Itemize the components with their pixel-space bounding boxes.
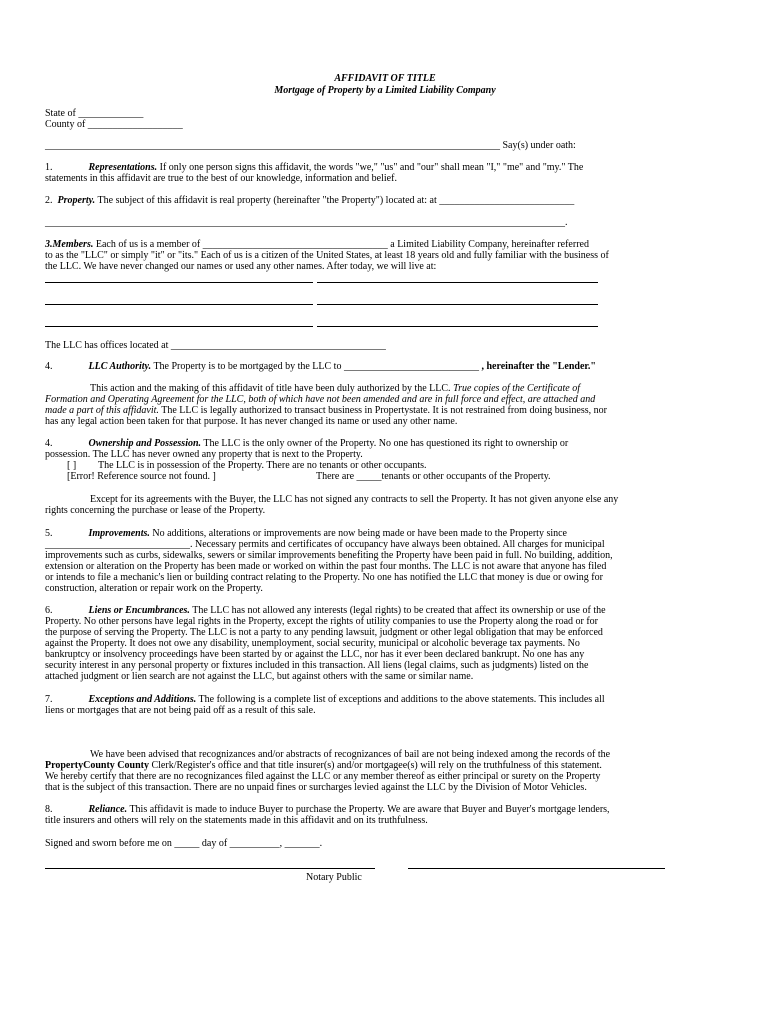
address-blank-line	[317, 282, 598, 283]
section-heading: Improvements.	[88, 528, 150, 539]
document-subtitle: Mortgage of Property by a Limited Liability Company	[274, 85, 496, 96]
recognizance-line-4: that is the subject of this transaction. There are no unpaid fines or surcharges levied against the LLC by the Division of Motor Vehicles.	[45, 782, 587, 793]
section-4b-p2-line-2: rights concerning the purchase or lease of the Property.	[45, 505, 266, 516]
section-number: 8.	[45, 804, 53, 815]
address-blank-line	[45, 282, 313, 283]
section-number: 7.	[45, 694, 53, 705]
affiant-signature-line	[408, 868, 665, 869]
section-heading: Property.	[57, 195, 96, 206]
section-5-line-2: _____________________________. Necessary permits and certificates of occupancy have always been obtained. All charges for municipal	[45, 539, 605, 550]
llc-offices-line: The LLC has offices located at ___________________________________________	[45, 340, 386, 351]
section-text: Each of us is a member of _____________________________________ a Limited Liability Company, hereinafter referred	[95, 239, 589, 250]
section-number: 5.	[45, 528, 53, 539]
county-name: PropertyCounty County	[45, 760, 149, 771]
section-number: 1.	[45, 162, 53, 173]
section-number: 2.	[45, 195, 53, 206]
section-8-line-2: title insurers and others will rely on the statements made in this affidavit and on its truthfulness.	[45, 815, 428, 826]
section-number: 6.	[45, 605, 53, 616]
address-blank-line	[317, 326, 598, 327]
section-text: If only one person signs this affidavit, the words "we," "us" and "our" shall mean "I," "me" and "my." The	[159, 162, 584, 173]
section-4b-line-2: possession. The LLC has never owned any property that is next to the Property.	[45, 449, 363, 460]
possession-option-1-bracket: [ ]	[67, 460, 77, 471]
address-blank-line	[45, 304, 313, 305]
notary-public-label: Notary Public	[306, 872, 362, 883]
section-text: The Property is to be mortgaged by the LLC to ___________________________	[153, 361, 479, 372]
section-7-line-2: liens or mortgages that are not being paid off as a result of this sale.	[45, 705, 316, 716]
section-heading: Reliance.	[88, 804, 128, 815]
section-text: No additions, alterations or improvements are now being made or have been made to the Property since	[152, 528, 567, 539]
section-text: The LLC is legally authorized to transact business in Propertystate. It is not restrained from doing business, nor	[161, 405, 607, 416]
section-heading: LLC Authority.	[88, 361, 152, 372]
state-line: State of _____________	[45, 108, 144, 119]
section-6-line-5: bankruptcy or insolvency proceedings have been started by or against the LLC, nor has it ever been declared bankrupt. No one has any	[45, 649, 585, 660]
section-text: The following is a complete list of exceptions and additions to the above statements. This includes all	[198, 694, 605, 705]
section-text: Clerk/Register's office and that title insurer(s) and/or mortgagee(s) will rely on the truthfulness of this statement.	[151, 760, 602, 771]
section-6-line-7: attached judgment or lien search are not against the LLC, but against others with the same or similar name.	[45, 671, 474, 682]
section-1-line-2: statements in this affidavit are true to the best of our knowledge, information and belief.	[45, 173, 397, 184]
section-heading: Exceptions and Additions.	[88, 694, 197, 705]
section-3-line-3: the LLC. We have never changed our names or used any other names. After today, we will live at:	[45, 261, 437, 272]
lender-text: , hereinafter the "Lender."	[481, 361, 596, 372]
section-number: 4.	[45, 361, 53, 372]
section-6-line-4: against the Property. It does not owe any disability, unemployment, social security, municipal or alcoholic beverage tax payments. No	[45, 638, 580, 649]
section-text: The LLC is the only owner of the Property. No one has questioned its right to ownership or	[203, 438, 569, 449]
section-5-line-6: construction, alteration or repair work on the Property.	[45, 583, 263, 594]
section-number: 4.	[45, 438, 53, 449]
oath-line: ___________________________________________________________________________________________ Say(s) under oath:	[45, 140, 576, 151]
section-5-line-3: improvements such as curbs, sidewalks, sewers or similar improvements benefiting the Property have been paid in full. No building, addition,	[45, 550, 613, 561]
section-heading: Liens or Encumbrances.	[88, 605, 190, 616]
section-6-line-6: security interest in any personal property or fixtures included in this transaction. All liens (legal claims, such as judgments) listed on the	[45, 660, 589, 671]
possession-option-1-text: The LLC is in possession of the Property. There are no tenants or other occupants.	[98, 460, 427, 471]
section-heading: Ownership and Possession.	[88, 438, 202, 449]
section-heading: 3.Members.	[45, 239, 94, 250]
recognizance-line-3: We hereby certify that there are no recognizances filed against the LLC or any member thereof as either principal or surety on the Property	[45, 771, 601, 782]
section-2-line-1	[45, 195, 574, 207]
document-title: AFFIDAVIT OF TITLE	[334, 73, 436, 84]
address-blank-line	[317, 304, 598, 305]
possession-option-2-bracket: [Error! Reference source not found. ]	[67, 471, 216, 482]
section-5-line-5: or intends to file a mechanic's lien or building contract relating to the Property. No one has notified the LLC that money is due or owing for	[45, 572, 603, 583]
section-text: This action and the making of this affidavit of title have been duly authorized by the LLC.	[90, 383, 451, 394]
section-text-italic: True copies of the Certificate of	[453, 383, 580, 394]
section-4a-line-1	[45, 361, 596, 373]
section-4a-p2-line-2: Formation and Operating Agreement for the LLC, both of which have not been amended and are in full force and effect, are attached and	[45, 394, 596, 405]
address-blank-line	[45, 326, 313, 327]
section-text: The LLC has not allowed any interests (legal rights) to be created that affect its ownership or use of the	[192, 605, 606, 616]
section-text: This affidavit is made to induce Buyer to purchase the Property. We are aware that Buyer and Buyer's mortgage lenders,	[129, 804, 610, 815]
recognizance-line-1: We have been advised that recognizances and/or abstracts of recognizances of bail are not being indexed among the records of the	[90, 749, 611, 760]
section-6-line-2: Property. No other persons have legal rights in the Property, except the rights of utility companies to use the Property along the road or for	[45, 616, 599, 627]
section-6-line-3: the purpose of serving the Property. The LLC is not a party to any pending lawsuit, judgment or other legal obligation that may be enforced	[45, 627, 603, 638]
section-3-line-2: to as the "LLC" or simply "it" or "its." Each of us is a citizen of the United States, at least 18 years old and fully familiar with the business of	[45, 250, 609, 261]
section-text-italic: made a part of this affidavit.	[45, 405, 159, 416]
county-line: County of ___________________	[45, 119, 183, 130]
section-text: The subject of this affidavit is real property (hereinafter "the Property") located at: at ___________________________	[97, 195, 575, 206]
section-5-line-4: extension or alteration on the Property has been made or worked on within the past four months. The LLC is not aware that anyone has filed	[45, 561, 607, 572]
sworn-line: Signed and sworn before me on _____ day of __________, _______.	[45, 838, 323, 849]
section-heading: Representations.	[88, 162, 158, 173]
notary-signature-line	[45, 868, 375, 869]
section-4a-p2-line-4: has any legal action been taken for that purpose. It has never changed its name or used any other name.	[45, 416, 458, 427]
section-4b-p2-line-1: Except for its agreements with the Buyer, the LLC has not signed any contracts to sell the Property. It has not given anyone else any	[90, 494, 619, 505]
possession-option-2-text: There are _____tenants or other occupants of the Property.	[316, 471, 551, 482]
section-2-line-2: ________________________________________________________________________________________________________.	[45, 217, 568, 228]
